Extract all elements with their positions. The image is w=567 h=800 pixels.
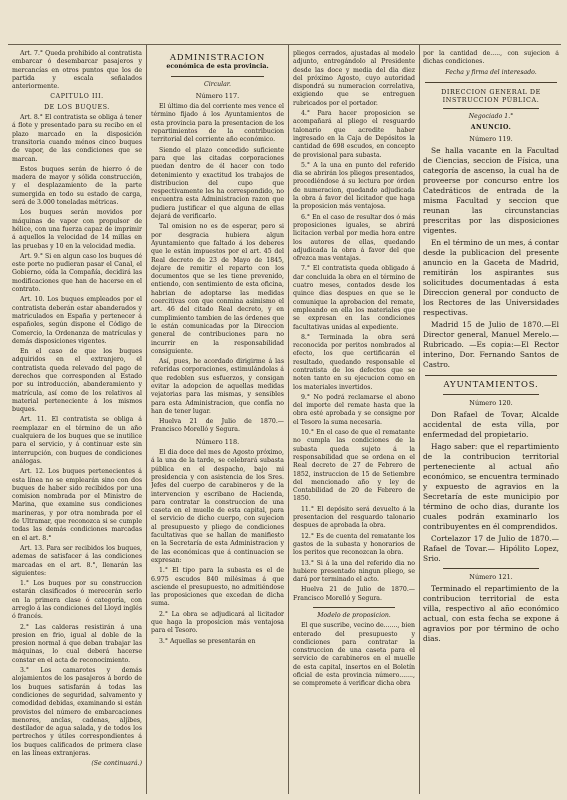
paragraph: Hago saber: que el repartimiento de la contribucion territorial perteneciente al actual año económico, se encuentra terminado y expuesto de agravios en la Secretaría de este municipio por término de ocho dias, durante los cuales podrán examinarlo los contribuyentes en él comprendidos. [423,441,559,531]
column-3 [293,50,415,792]
model-text: El que suscribe, vecino de......., bien enterado del presupuesto y condiciones para contratar la construccion de una caseta para el servicio de carabineros en el muelle de esta capital, insertos en el Boletín oficial de esta provincia número......., se compromete á verificar dicha obra [293,622,415,688]
paragraph: Los buques serán movidos por máquinas de vapor con propulsor de hélice, con una fuerza capaz de imprimir á aquellos la velocidad de 14 millas en las pruebas y 10 en la velocidad media. [12,209,142,250]
item-3: 3.° Los camarotes y demás alojamientos de los pasajeros á bordo de los buques satisfarán á todas las condiciones de seguridad, salvamento y comodidad debidas, examinando si están provistos del número de embarcaciones menores, anclas, cadenas, aljibes, destilador de agua salada, y de todos los pertrechos y útiles correspondientes á los buques calificados de primera clase en las líneas extranjeras. [12,667,142,758]
divider [443,108,539,109]
number-119: Número 119. [469,135,513,144]
section-heading-administracion: ADMINISTRACION [169,53,266,63]
circular-label: Circular. [203,80,232,88]
paragraph: Terminado el repartimiento de la contribucion territorial de esta villa, respectivo al año económico actual, con esta fecha se expone á agravios por por término de ocho dias. [423,584,559,644]
signature: Madrid 15 de Julio de 1870.—El Director general, Manuel Merelo.—Rubricado. —Es copia:—El Rector interino, Dor. Fernando Santos de Castro. [423,320,559,370]
condition-9: 9.° No podrá reclamarse el abono del importe del remate hasta que la obra esté aprobada y se consigne por el Tesoro la suma necesaria. [293,393,415,426]
number-121: Número 121. [469,572,513,581]
condition-10: 10.° En el caso de que el rematante no cumpla las condiciones de la subasta queda sujeto á la responsabilidad que se ordena en el Real decreto de 27 de Febrero de 1852, instruccion de 15 de Setiembre del mencionado año y ley de Contabilidad de 20 de Febrero de 1850. [293,429,415,503]
section-subheading: económica de esta provincia. [166,63,269,71]
divider [443,394,539,395]
article-7: Art. 7.° Queda prohibido al contratista embarcar ó desembarcar pasajeros y mercancías en otros puntos que los de partida y escala señalados anteriormente. [12,50,142,91]
column-2 [151,50,284,792]
article-9: Art. 9.° Si en algun caso los buques dé este porte no pudieran pasar el Canal, el Gobierno, oída la Compañía, decidirá las modificaciones que han de hacerse en el contrato. [12,252,142,294]
column-rule [419,44,420,794]
chapter-title: CAPITULO III. [50,93,104,101]
divider [313,607,395,608]
divider [171,76,264,77]
condition-12: 12.° Es de cuenta del rematante los gastos de la subasta y honorarios de los peritos que reconozcan la obra. [293,532,415,557]
top-rule [8,44,561,45]
condition-11: 11.° El depósito será devuelto á la presentacion del resguardo talonario despues de aprobada la obra. [293,505,415,530]
paragraph: El último dia del corriente mes vence el término fijado á los Ayuntamientos de esta provincia para la presentacion de los repartimientos de la contribucion territorial del corriente año económico. [151,103,284,144]
condition-1: 1.° El tipo para la subasta es el de 6.975 escudos 840 milésimas á que asciende el presupuesto, no admitiéndose las proposiciones que excedan de dicha suma. [151,567,284,608]
number-120: Número 120. [469,398,513,407]
chapter-subtitle: DE LOS BUQUES. [44,103,110,111]
paragraph: Así, pues, he acordado dirigirme á las referidas corporaciones, estimulándolas á que redoblen sus esfuerzos, y consigan evitar la adopcion de aquellas medidas vejatorias para las mismas, y sensibles para esta Administracion, que confía no han de tener lugar. [151,358,284,415]
divider [425,375,557,376]
number-117: Número 117. [195,91,240,100]
number-118: Número 118. [195,437,240,446]
paragraph: En el caso de que los buques adquiridos en el extranjero, el contratista queda relevado del pago de derechos que corresponden al Estado por su introducción, abanderamiento y matrícula, así como de los relativos al material perteneciente á los mismos buques. [12,348,142,414]
model-heading: Modelo de proposicion. [317,612,391,619]
paragraph: Estos buques serán de hierro ó de madera de mayor y sólida construcción, y el desplazamiento de la parte sumergida en todo su estado de carga, será de 3.000 toneladas métricas. [12,165,142,207]
condition-6: 6.° En el caso de resultar dos ó más proposiciones iguales, se abrirá licitacion verbal por media hora entre los autores de ellas, quedando adjudicada la obra á favor del que ofrezca mas ventajas. [293,213,415,263]
paragraph: Siendo el plazo concedido suficiente para que las citadas corporaciones puedan dentro de él hacer con todo detenimiento y exactitud los trabajos de distribucion del cupo que respectivamente les ha correspondido, no encuentra esta Administracion razon que pudiera justificar el que alguna de ellas dejará de verificarlo. [151,146,284,221]
signature: Huelva 21 de Julio de 1870.— Francisco Morelló y Segura. [293,586,415,602]
column-4 [423,50,559,792]
article-11: Art. 11. El contratista se obliga á reemplazar en el término de un año cualquiera de los buques que se inutilice para el servicio, y á continuar este sin interrupción, con buques de condiciones análogas. [12,416,142,465]
signature: Cortelazor 17 de Julio de 1870.—Rafael de Tovar.— Hipólito Lopez, Srio. [423,533,559,563]
paragraph: En el término de un mes, á contar desde la publicacion del presente anuncio en la Gaceta de Madrid, remitirán los aspirantes sus solicitudes documentadas á esta Direccion general por conducto de los Rectores de las Universidades respectivas. [423,238,559,318]
condition-13: 13.° Si á la una del referido dia no hubiere presentado ningun pliego, se dará por terminado el acto. [293,559,415,584]
column-rule [146,44,147,794]
item-2: 2.° Las calderas resistirán á una presion en frio, igual al doble de la presion normal á que deban trabajar las máquinas, lo cual deberá hacerse constar en el acta de reconocimiento. [12,623,142,664]
condition-4: 4.° Para hacer proposicion se acompañará al pliego el resguardo talonario que acredite haber ingresado en la Caja de Depósitos la cantidad de 698 escudos, en concepto de provisional para subasta. [293,110,415,159]
negociado-label: Negociado 1.° [468,113,514,121]
article-12: Art. 12. Los buques pertenecientes á esta línea no se emplearán sino con dos buques de haber sido recibidos por una comision nombrada por el Ministro de Marina, que examine sus condiciones marineras, y por otra nombrada por el de Ultramar, que reconozca si se cumple todas las demás condiciones marcadas en el art. 8.° [12,468,142,542]
section-heading-direccion: DIRECCION GENERAL DE INSTRUCCION PÚBLICA. [441,87,541,105]
condition-7: 7.° El contratista queda obligado á dar concluida la obra en el término de cuatro meses, contados desde los quince dias despues en que se le comunique la aprobacion del remate, empleando en ella los materiales que se expresan en las condiciones facultativas unidas al expediente. [293,265,415,331]
column-rule [288,44,289,794]
article-8: Art. 8.° El contratista se obliga á tener á flote y presentado para su recibo en el plazo marcado en la disposición transitoria cuando ménos cinco buques de vapor, de las condiciones que se marcan. [12,114,142,163]
condition-2: 2.° La obra se adjudicará al licitador que haga la proposicion más ventajosa para el Tesoro. [151,610,284,635]
paragraph: El dia doce del mes de Agosto próximo, á la una de la tarde, se celebrará subasta pública en el despacho, bajo mi presidencia y con asistencia de los Sres. Jefes del cuerpo de carabineros y de la intervencion y escribano de Hacienda, para contratar la construccion de una caseta en el muelle de esta capital, para el servicio de dicho cuerpo, con sujecion al presupuesto y pliego de condiciones facultativas que se hallan de manifiesto en la Secretaría de esta Administracion y de las económicas que á continuacion se expresan: [151,449,284,564]
divider [425,82,557,83]
article-13: Art. 13. Para ser recibidos los buques, ademas de satisfacer á las condiciones marcadas en el art. 8.°, llenarán las siguientes: [12,544,142,577]
paragraph: Tal omision no es de esperar, pero si por desgracia hubiera algun Ayuntamiento que faltado á los deberes que le están impuestos por el art. 45 del Real decreto de 23 de Mayo de 1845, dejare de remitir el reparto con los documentos que se les tiene prevenido, entiendo, con sentimiento de esta oficina, habrian de adoptarse las medidas coercitivas con que conmina asimismo el art. 46 del citado Real decreto, y en cumplimiento tambien de las órdenes que le están comunicadas por la Direccion general de contribuciones para no incurrir en la responsabilidad consiguiente. [151,223,284,355]
paragraph: por la cantidad de....., con sujecion á dichas condiciones. [423,50,559,66]
condition-3: 3.° Aquellas se presentarán en [159,637,256,645]
condition-5: 5.° A la una en punto del referido dia se abrirán los pliegos presentados, procediéndose á su lectura por órden de numeracion, quedando adjudicada la obra á favor del licitador que haga la proposicion más ventajosa. [293,161,415,211]
date-signature-note: Fecha y firma del interesado. [445,68,537,76]
section-heading-ayuntamientos: AYUNTAMIENTOS. [443,380,539,391]
column-1 [12,50,142,792]
paragraph: pliegos cerrados, ajustadas al modelo adjunto, entregándolo al Presidente desde las doce y media del dia diez del próximo Agosto, cuyo autoridad dispondrá su numeracion correlativa, exigiendo que se entreguen rubricados por el portador. [293,50,415,107]
signature: Huelva 21 de Julio de 1870.— Francisco Morelló y Segura. [151,418,284,434]
article-10: Art. 10. Los buques empleados por el contratista deberán estar abanderados y matriculados en España y pertenecer á españoles, según dispone el Código de Comercio, la Ordenanza de matrículas y demás disposiciones vigentes. [12,296,142,345]
condition-8: 8.° Terminada la obra será reconocida por peritos nombrados al efecto, los que certificarán el resultado, quedando responsable el contratista de los defectos que se noten tanto en su ejecucion como en los materiales invertidos. [293,333,415,391]
continued-note: (Se continuará.) [91,760,142,768]
paragraph: Don Rafael de Tovar, Alcalde accidental de esta villa, por enfermedad del propietario. [423,409,559,439]
divider [443,568,539,569]
anuncio-heading: ANUNCIO. [470,123,512,131]
paragraph: Se halla vacante en la Facultad de Ciencias, seccion de Física, una categoría de ascenso, la cual ha de proveerse por concurso entre los Catedráticos de entrada de la misma Facultad y seccion que reunan las circunstancias prescritas por las disposiciones vigentes. [423,146,559,236]
item-1: 1.° Los buques por su construccion estarán clasificados ó merecerán serlo en la primera clase ó categoría, con arreglo á las condiciones del Lloyd inglés ó francés. [12,580,142,621]
